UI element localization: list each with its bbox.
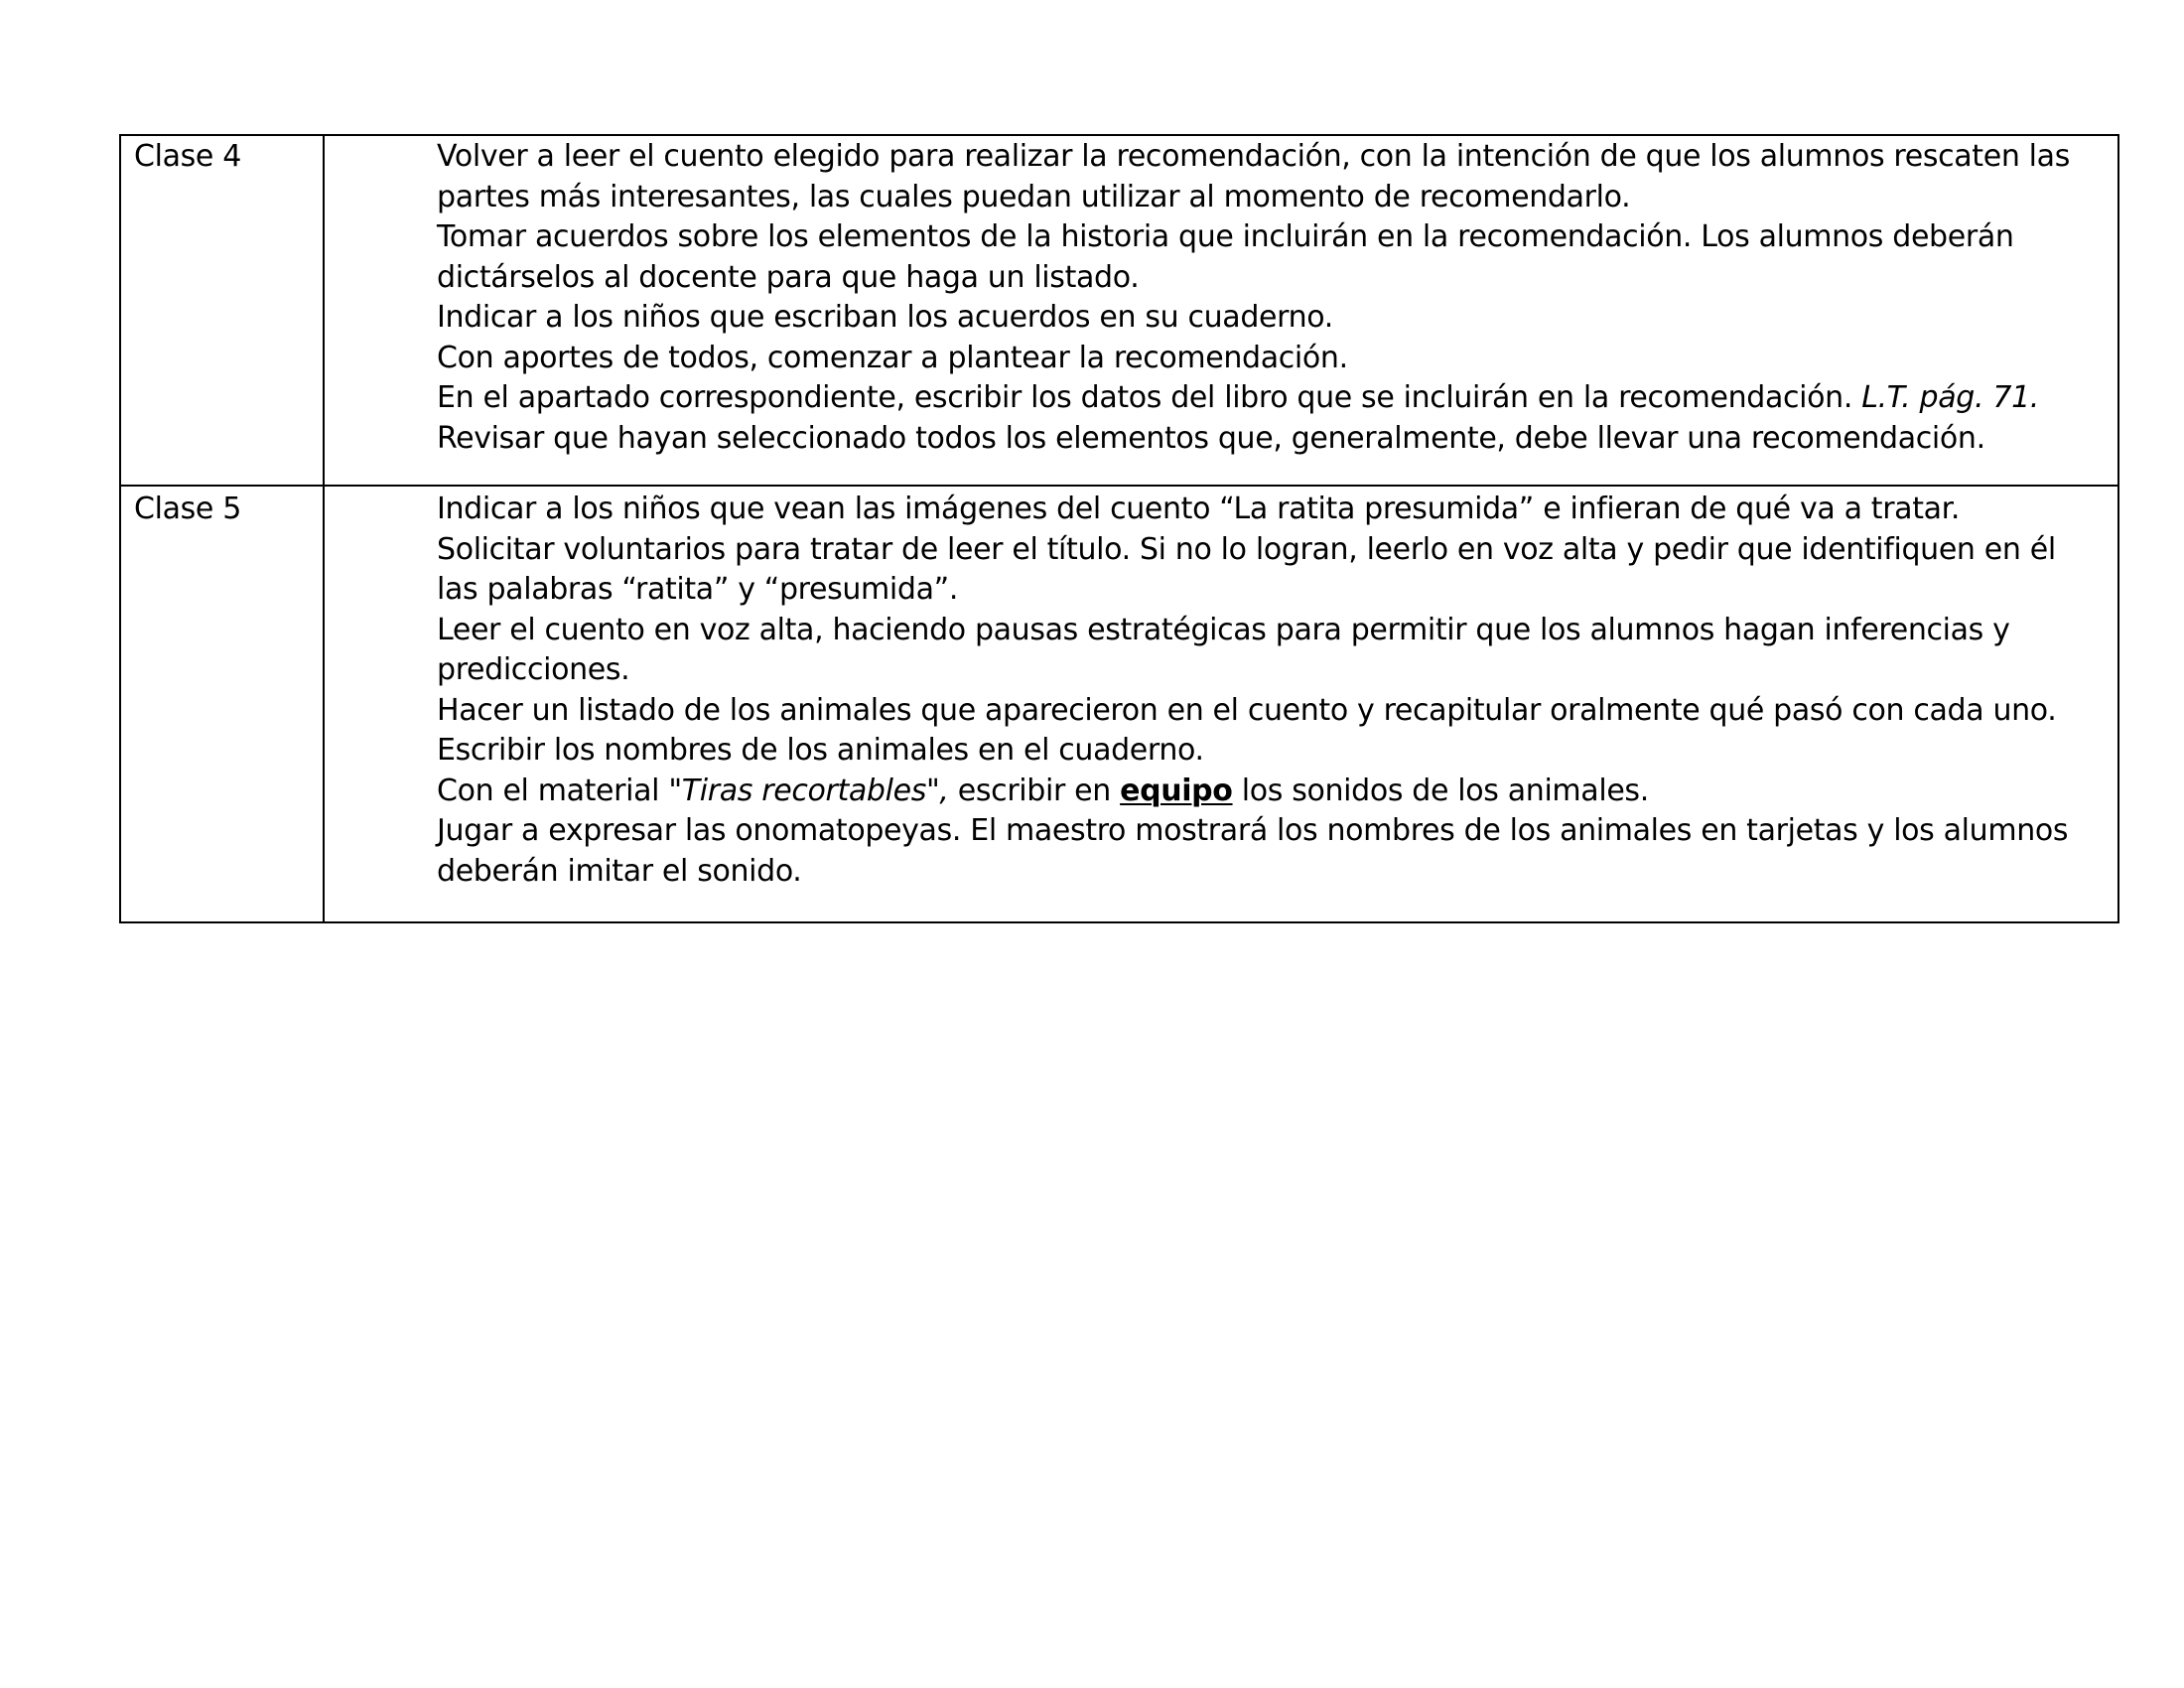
activity-line: Indicar a los niños que vean las imágenes del cuento “La ratita presumida” e infieran de qué va a tratar. [437,492,1961,526]
class-label: Clase 4 [134,139,241,174]
activities-cell [324,486,2118,922]
table-row-clase-5 [120,486,2118,922]
activity-text: escribir en [957,773,1111,808]
activity-line [437,772,2098,812]
activity-line [437,378,2098,419]
activities-cell [324,135,2118,486]
activity-text: En el apartado correspondiente, escribir los datos del libro que se incluirán en la recomendación. [437,380,1853,415]
activity-text: los sonidos de los animales. [1241,773,1649,808]
activity-line: Volver a leer el cuento elegido para realizar la recomendación, con la intención de que los alumnos rescaten las partes más interesantes, las cuales puedan utilizar al momento de recomendarlo. [437,139,2070,214]
activity-line: Con aportes de todos, comenzar a plantear la recomendación. [437,340,1348,375]
textbook-reference: L.T. pág. 71. [1861,380,2039,415]
table-row-clase-4 [120,135,2118,486]
activity-line: Escribir los nombres de los animales en el cuaderno. [437,733,1204,768]
class-label-cell [120,486,324,922]
emphasis-word: equipo [1120,773,1233,808]
class-label-cell [120,135,324,486]
activity-line: Hacer un listado de los animales que aparecieron en el cuento y recapitular oralmente qué pasó con cada uno. [437,692,2057,728]
activity-line: Indicar a los niños que escriban los acuerdos en su cuaderno. [437,300,1333,335]
activity-line: Solicitar voluntarios para tratar de leer el título. Si no lo logran, leerlo en voz alta y pedir que identifiquen en él las palabras “ratita” y “presumida”. [437,531,2056,607]
material-name: "Tiras recortables", [668,773,949,808]
class-label: Clase 5 [134,492,241,526]
activity-line: Jugar a expresar las onomatopeyas. El maestro mostrará los nombres de los animales en tarjetas y los alumnos deberán imitar el sonido. [437,813,2069,889]
lesson-plan-table [119,134,2119,923]
activity-line: Tomar acuerdos sobre los elementos de la historia que incluirán en la recomendación. Los alumnos deberán dictárselos al docente para que haga un listado. [437,219,2014,295]
activity-line: Leer el cuento en voz alta, haciendo pausas estratégicas para permitir que los alumnos hagan inferencias y predicciones. [437,612,2010,687]
activity-line: Revisar que hayan seleccionado todos los elementos que, generalmente, debe llevar una recomendación. [437,420,1985,456]
activity-text: Con el material [437,773,660,808]
